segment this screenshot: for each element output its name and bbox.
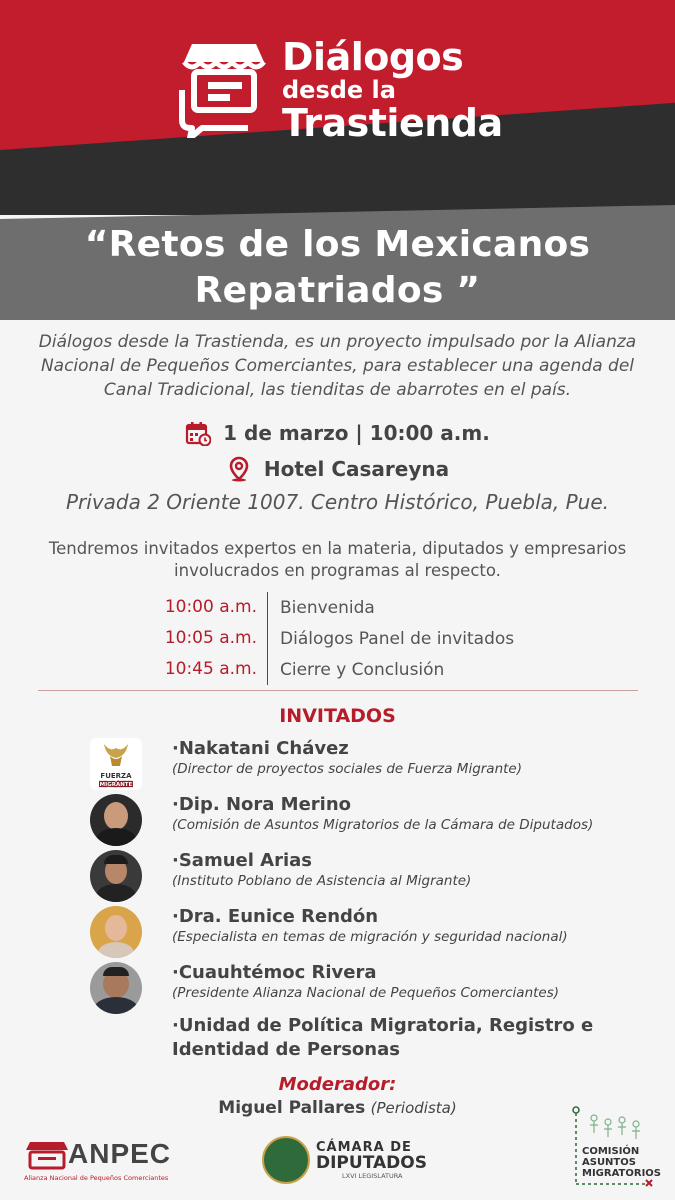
header-banner <box>0 0 675 215</box>
guest-text <box>172 850 471 890</box>
guest-item <box>90 738 650 790</box>
comision-line-3: MIGRATORIOS <box>582 1168 661 1179</box>
dialogos-logo <box>178 35 503 145</box>
moderator-label: Moderador: <box>278 1074 397 1095</box>
guest-name: ·Dra. Eunice Rendón <box>172 906 379 927</box>
anpec-logo <box>24 1138 174 1186</box>
event-venue: Hotel Casareyna <box>263 457 450 481</box>
schedule <box>150 592 570 685</box>
anpec-wordmark: ANPEC <box>68 1138 172 1169</box>
guest-avatar <box>90 850 142 902</box>
calendar-icon <box>185 420 211 446</box>
moderator-role: (Periodista) <box>370 1099 457 1117</box>
unit-guest <box>172 1014 632 1062</box>
guest-avatar <box>90 906 142 958</box>
guest-item <box>90 850 650 902</box>
section-divider <box>38 690 638 691</box>
guest-name: ·Nakatani Chávez <box>172 738 349 759</box>
intro-paragraph: Diálogos desde la Trastienda, es un proyecto impulsado por la Alianza Nacional de Pequeños Comerciantes, para establecer una agenda del Canal Tradicional, las tienditas de abarrotes en el país. <box>38 332 637 400</box>
guest-name: ·Cuauhtémoc Rivera <box>172 962 377 983</box>
guest-role: (Director de proyectos sociales de Fuerza Migrante) <box>172 761 523 777</box>
location-pin-icon <box>226 456 252 482</box>
invitados-heading: INVITADOS <box>279 705 396 727</box>
fuerza-logo-text-1: FUERZA <box>100 772 132 780</box>
schedule-label: Diálogos Panel de invitados <box>280 628 515 649</box>
camara-line-3: LXVI LEGISLATURA <box>342 1172 403 1180</box>
comision-line-1: COMISIÓN <box>582 1146 640 1157</box>
event-address: Privada 2 Oriente 1007. Centro Histórico, Puebla, Pue. <box>65 490 610 514</box>
guest-item <box>90 794 650 846</box>
event-venue-row <box>0 456 675 482</box>
experts-text: Tendremos invitados expertos en la materia, diputados y empresarios involucrados en programas al respecto. <box>48 539 627 580</box>
guest-role: (Comisión de Asuntos Migratorios de la Cámara de Diputados) <box>172 817 594 833</box>
schedule-row <box>150 654 570 685</box>
event-date-row <box>0 420 675 446</box>
fuerza-migrante-emblem-icon <box>90 738 142 790</box>
guest-avatar <box>90 794 142 846</box>
guest-item <box>90 962 650 1014</box>
schedule-row <box>150 623 570 654</box>
camara-seal-icon <box>262 1136 310 1184</box>
comision-line-2: ASUNTOS <box>582 1157 636 1168</box>
unit-line-2: Identidad de Personas <box>172 1039 400 1060</box>
comision-asuntos-migratorios-logo <box>566 1104 661 1194</box>
fuerza-migrante-logo <box>90 738 142 790</box>
guest-role: (Especialista en temas de migración y seguridad nacional) <box>172 929 568 945</box>
camara-diputados-logo <box>262 1136 427 1186</box>
storefront-icon <box>178 38 270 138</box>
anpec-storefront-icon <box>24 1140 70 1170</box>
schedule-label: Cierre y Conclusión <box>280 659 445 680</box>
guest-item <box>90 906 650 958</box>
event-title-line-2: Repatriados ” <box>194 270 481 311</box>
unit-line-1: ·Unidad de Política Migratoria, Registro e <box>172 1015 594 1036</box>
schedule-time: 10:45 a.m. <box>150 654 268 685</box>
guest-avatar <box>90 962 142 1014</box>
comision-text <box>582 1146 661 1179</box>
guest-role: (Presidente Alianza Nacional de Pequeños Comerciantes) <box>172 985 560 1001</box>
logo-line-2: desde la <box>282 76 396 104</box>
event-title-line-1: “Retos de los Mexicanos <box>84 224 591 265</box>
schedule-row <box>150 592 570 623</box>
event-title <box>0 222 675 314</box>
guest-text <box>172 738 522 778</box>
anpec-subtitle: Alianza Nacional de Pequeños Comerciantes <box>24 1174 169 1182</box>
schedule-time: 10:00 a.m. <box>150 592 268 623</box>
guest-text <box>172 794 593 834</box>
camara-line-2: DIPUTADOS <box>316 1153 427 1173</box>
guest-text <box>172 962 559 1002</box>
fuerza-logo-text-2: MIGRANTE <box>99 782 133 788</box>
guest-text <box>172 906 568 946</box>
schedule-label: Bienvenida <box>280 597 375 618</box>
guest-name: ·Dip. Nora Merino <box>172 794 352 815</box>
camara-line-1: CÁMARA DE <box>316 1140 412 1155</box>
moderator-name: Miguel Pallares <box>218 1098 366 1118</box>
guest-name: ·Samuel Arias <box>172 850 313 871</box>
logo-line-1: Diálogos <box>282 35 464 79</box>
event-date-time: 1 de marzo | 10:00 a.m. <box>223 421 490 445</box>
guest-role: (Instituto Poblano de Asistencia al Migrante) <box>172 873 472 889</box>
logo-wordmark <box>282 35 503 145</box>
schedule-time: 10:05 a.m. <box>150 623 268 654</box>
logo-line-3: Trastienda <box>282 101 503 145</box>
